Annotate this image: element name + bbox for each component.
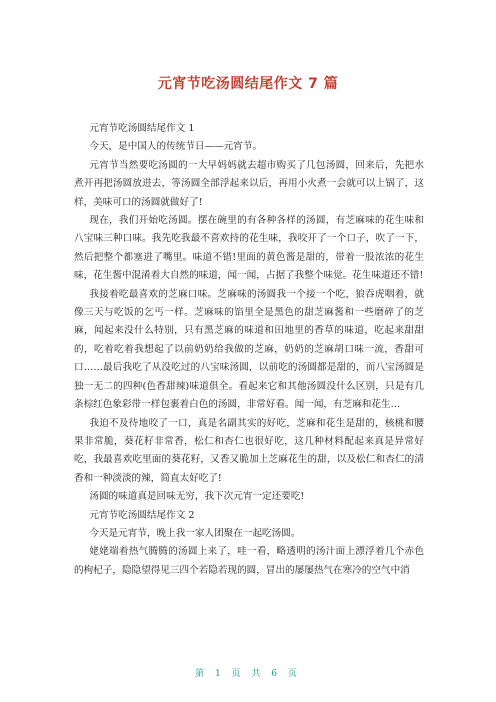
paragraph: 姥姥端着热气腾腾的汤圆上来了，哇一看，略透明的汤汁面上漂浮着几个赤色的枸杞子，隐隐望得见三四个若隐若现的圆，冒出的屡屡热气在寒冷的空气中消 <box>74 546 424 576</box>
paragraph: 元宵节吃汤圆结尾作文 1 <box>89 123 195 134</box>
document-body <box>74 120 424 580</box>
paragraph: 我接着吃最喜欢的芝麻口味。芝麻味的汤圆我一个接一个吃，狼吞虎咽着，就像三天与吃饭的乞丐一样。芝麻味的馅里全是黑色的甜芝麻酱和一些磨碎了的芝麻，闻起来没什么特别，只有黑芝麻的味道和田地里的香草的味道，吃起来甜甜的，吃着吃着我想起了以前奶奶给我做的芝麻，奶奶的芝麻胡口味一流，香甜可口……最后我吃了从没吃过的八宝味汤圆，以前吃的汤圆都是甜的，而八宝汤圆是独一无二的四种(色香甜辣)味道俱全。看起来它和其他汤圆没什么区别，只是有几条棕红色象彩带一样包裹着白色的汤圆，非常好看。闻一闻，有芝麻和花生… <box>74 288 424 411</box>
document-title: 元宵节吃汤圆结尾作文 7 篇 <box>157 76 339 92</box>
paragraph: 今天，是中国人的传统节日——元宵节。 <box>89 141 263 153</box>
paragraph: 现在，我们开始吃汤圆。摆在碗里的有各种各样的汤圆，有芝麻味的花生味和八宝味三种口味。我先吃我最不喜欢持的花生味，我咬开了一个口子，吹了一下，然后把整个都塞进了嘴里。味道不错!里面的黄色酱是甜的，带着一股浓浓的花生味，花生酱中混淆着大自然的味道，闻一闻，占据了我整个味觉。花生味道还不错! <box>74 215 424 282</box>
paragraph: 汤圆的味道真是回味无穷，我下次元宵一定还要吃! <box>89 491 305 503</box>
page-footer: 第 1 页 共 6 页 <box>195 669 301 679</box>
paragraph: 元宵节当然要吃汤圆的一大早妈妈就去超市购买了几包汤圆，回来后，先把水煮开再把汤圆放进去，等汤圆全部浮起来以后，再用小火煮一会就可以上锅了，这样，美味可口的汤圆就做好了! <box>74 159 424 208</box>
paragraph: 今天是元宵节，晚上我一家人团聚在一起吃汤圆。 <box>89 527 301 539</box>
paragraph: 元宵节吃汤圆结尾作文 2 <box>89 509 195 521</box>
paragraph: 我迫不及待地咬了一口，真是名副其实的好吃，芝麻和花生是甜的，核桃和腰果非常脆，葵花籽非常香，松仁和杏仁也很好吃，这几种材料配起来真是异常好吃，我最喜欢吃里面的葵花籽，又香又脆加上芝麻花生的甜，以及松仁和杏仁的清香和一种淡淡的辣，简直太好吃了! <box>74 417 424 484</box>
